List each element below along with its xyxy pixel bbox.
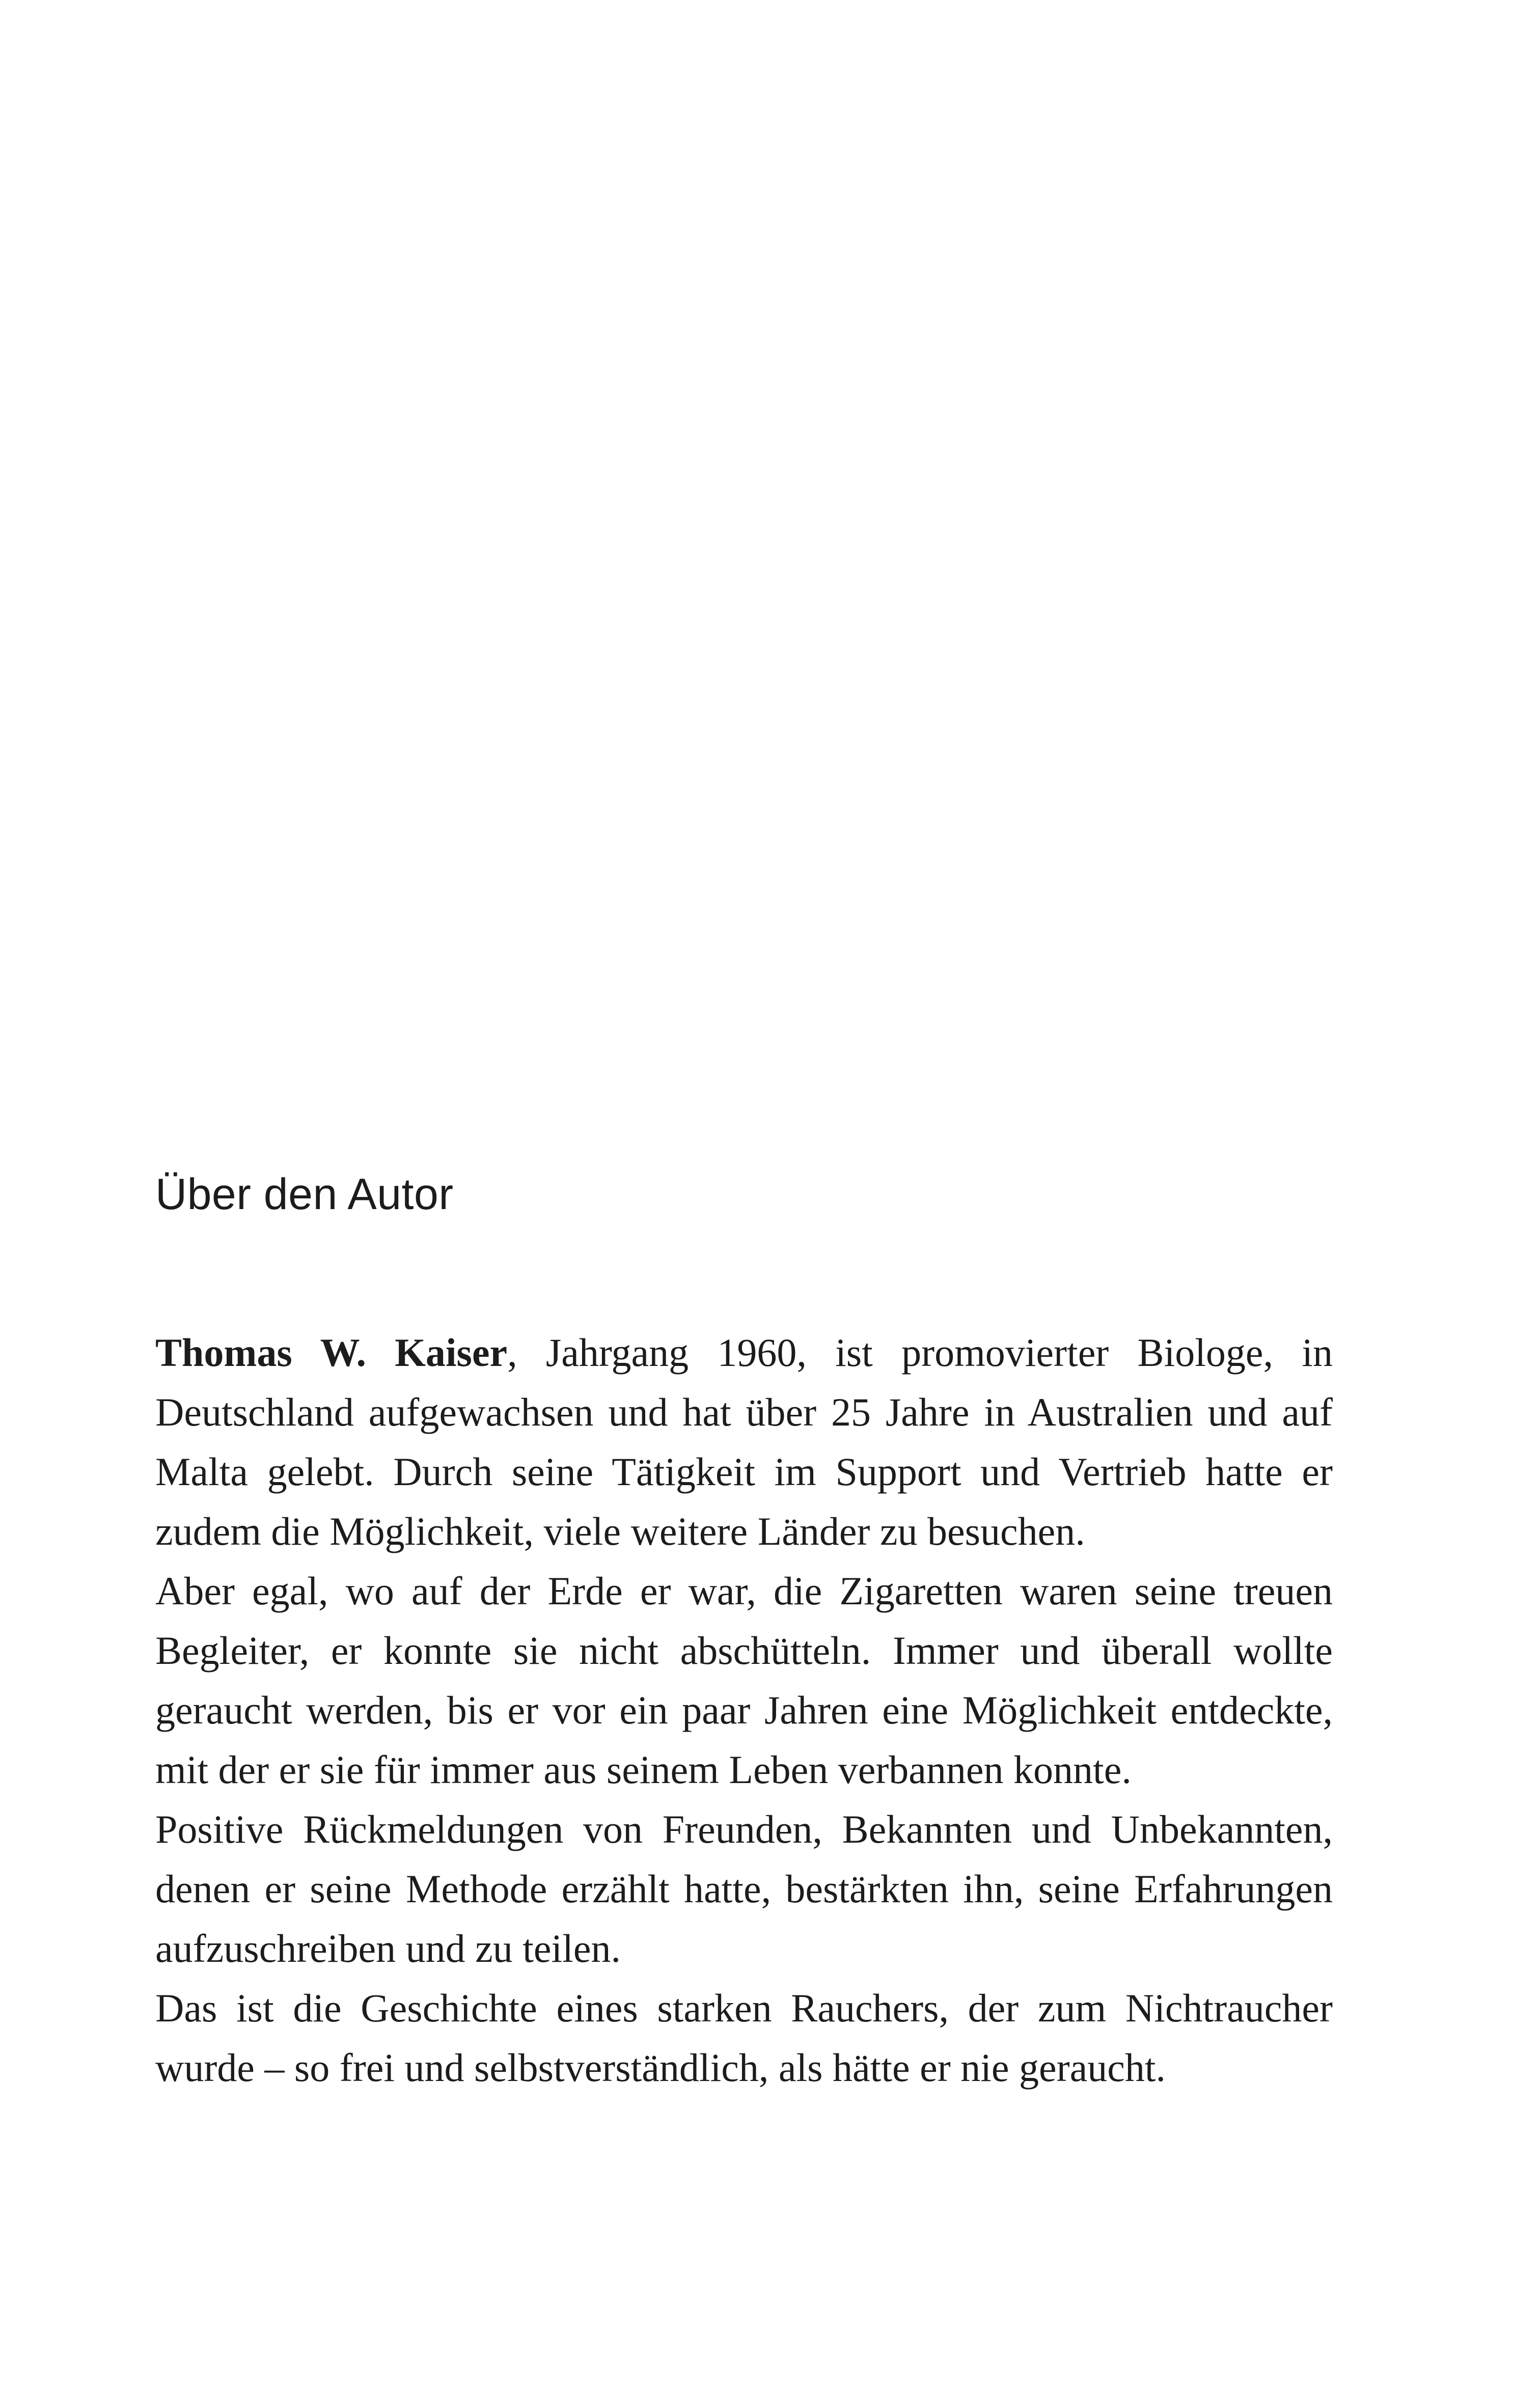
author-biography (155, 1323, 1333, 2097)
bio-paragraph-1-text: , Jahrgang 1960, ist promovierter Biologe, in Deutschland aufgewachsen und hat über 25 Jahre in Australien und auf Malta gelebt. Durch seine Tätigkeit im Support und Vertrieb hatte er zudem die Möglichkeit, viele weitere Länder zu besuchen. (155, 1330, 1333, 1553)
bio-paragraph-2: Aber egal, wo auf der Erde er war, die Zigaretten waren seine treuen Begleiter, er konnte sie nicht abschütteln. Immer und überall wollte geraucht werden, bis er vor ein paar Jahren eine Möglichkeit entdeckte, mit der er sie für immer aus seinem Leben verbannen konnte. (155, 1569, 1333, 1792)
author-name: Thomas W. Kaiser (155, 1330, 508, 1375)
bio-paragraph-4: Das ist die Geschichte eines starken Rauchers, der zum Nichtraucher wurde – so frei und selbstverständlich, als hätte er nie geraucht. (155, 1986, 1333, 2090)
bio-paragraph-3: Positive Rückmeldungen von Freunden, Bekannten und Unbekannten, denen er seine Methode erzählt hatte, bestärkten ihn, seine Erfahrungen aufzuschreiben und zu teilen. (155, 1807, 1333, 1970)
about-author-section (155, 1169, 1333, 2097)
bio-paragraph-1 (155, 1323, 1333, 1561)
section-heading: Über den Autor (155, 1170, 454, 1219)
